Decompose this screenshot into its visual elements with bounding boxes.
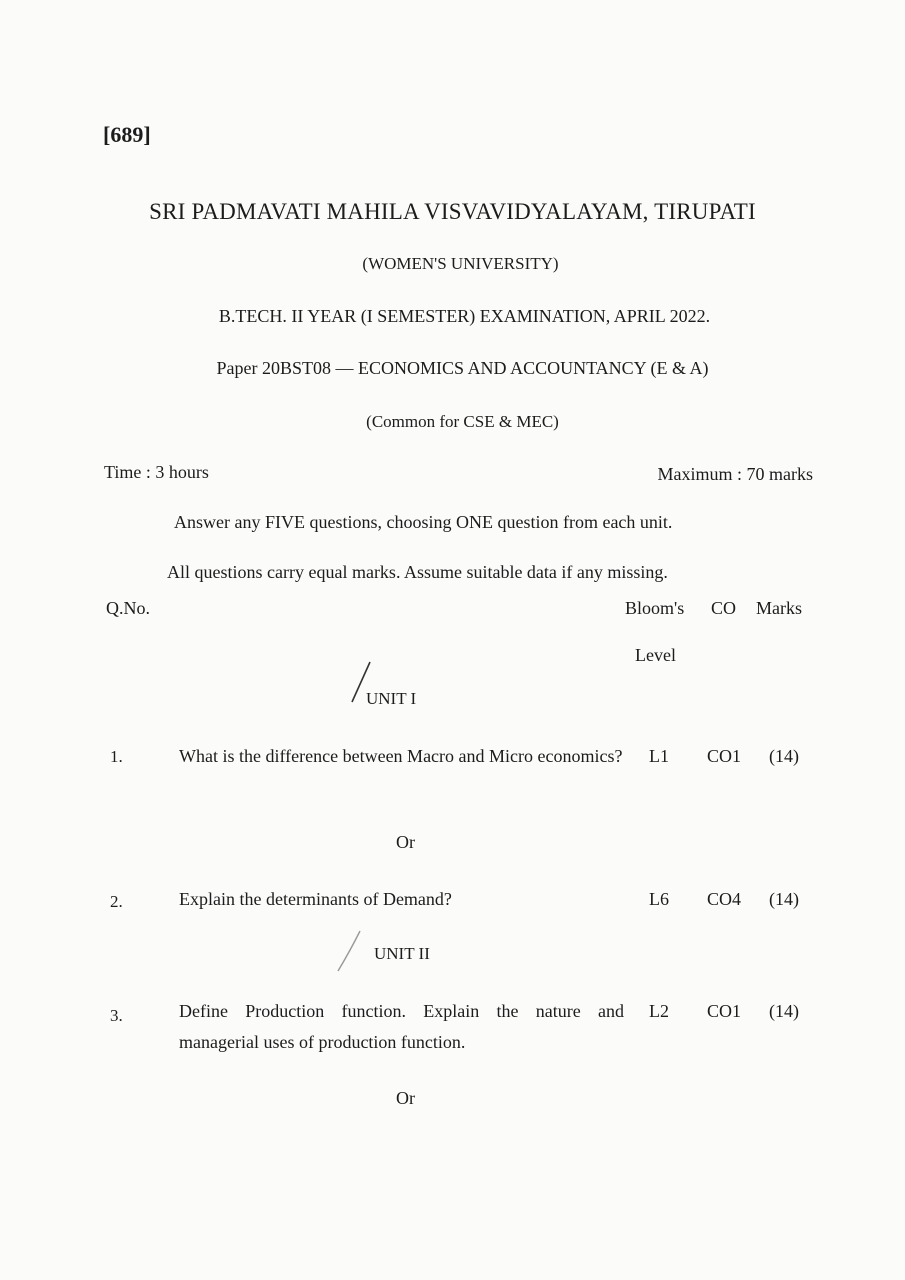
header-marks: Marks — [756, 598, 802, 618]
question-number: 1. — [110, 747, 123, 766]
header-level: Level — [635, 645, 676, 665]
unit-heading: UNIT II — [374, 944, 430, 963]
or-separator: Or — [396, 1088, 415, 1108]
question-level: L2 — [649, 1001, 669, 1021]
paper-code: [689] — [103, 122, 151, 147]
instruction-line: Answer any FIVE questions, choosing ONE question from each unit. — [174, 512, 673, 532]
question-number: 2. — [110, 892, 123, 911]
maximum-marks: Maximum : 70 marks — [657, 464, 813, 484]
time-allowed: Time : 3 hours — [104, 462, 209, 482]
question-marks: (14) — [769, 1001, 799, 1021]
question-text: Explain the determinants of Demand? — [179, 889, 452, 909]
question-text: What is the difference between Macro and Micro economics? — [179, 746, 623, 766]
question-level: L6 — [649, 889, 669, 909]
question-text: Define Production function. Explain the nature and managerial uses of production function. — [179, 1001, 624, 1052]
question-number: 3. — [110, 1006, 123, 1025]
header-qno: Q.No. — [106, 598, 150, 618]
exam-title: B.TECH. II YEAR (I SEMESTER) EXAMINATION, APRIL 2022. — [218, 306, 711, 326]
pen-mark-icon — [330, 925, 370, 977]
question-co: CO1 — [707, 1001, 742, 1021]
common-for: (Common for CSE & MEC) — [366, 412, 559, 431]
or-separator: Or — [396, 832, 415, 852]
instruction-line: All questions carry equal marks. Assume suitable data if any missing. — [167, 562, 668, 582]
header-blooms: Bloom's — [625, 598, 685, 618]
unit-heading: UNIT I — [366, 689, 417, 708]
header-co: CO — [711, 598, 737, 618]
university-subtitle: (WOMEN'S UNIVERSITY) — [362, 254, 559, 273]
question-level: L1 — [649, 746, 669, 766]
university-name: SRI PADMAVATI MAHILA VISVAVIDYALAYAM, TIRUPATI — [149, 199, 756, 224]
question-co: CO4 — [707, 889, 742, 909]
question-co: CO1 — [707, 746, 742, 766]
question-marks: (14) — [769, 746, 799, 766]
paper-title: Paper 20BST08 — ECONOMICS AND ACCOUNTANCY (E & A) — [216, 358, 709, 378]
question-marks: (14) — [769, 889, 799, 909]
